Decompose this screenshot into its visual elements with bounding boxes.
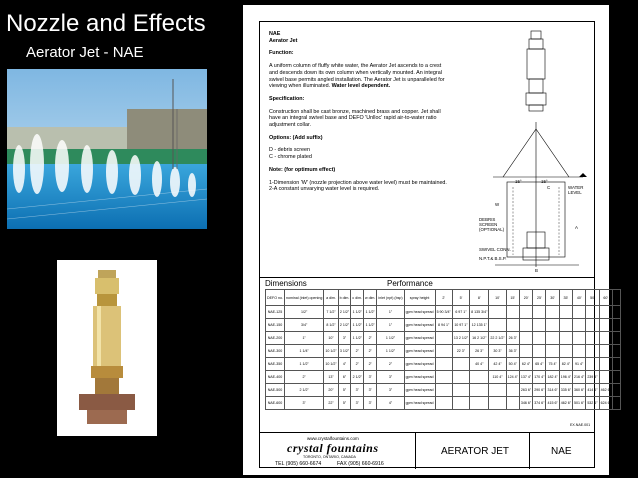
- table-cell: 26 3": [470, 345, 489, 358]
- fax: FAX (905) 660-6916: [337, 461, 384, 467]
- table-cell: 1": [284, 332, 323, 345]
- table-cell: 3": [364, 371, 377, 384]
- table-cell: 532 6": [586, 397, 599, 410]
- table-cell: 1 1/2": [351, 306, 364, 319]
- table-header-cell: b dim.: [338, 290, 351, 306]
- table-cell: [489, 397, 506, 410]
- table-cell: 8 1/2": [324, 319, 338, 332]
- table-cell: 10 97 1": [452, 319, 469, 332]
- table-cell: 6": [338, 371, 351, 384]
- table-cell: [573, 306, 586, 319]
- table-header-cell: 35': [559, 290, 572, 306]
- spec-sheet: [243, 5, 619, 475]
- website: www.crystalfountains.com: [307, 436, 359, 441]
- table-header-cell: inlet (npt) (bsp): [377, 290, 404, 306]
- table-cell: 3": [377, 371, 404, 384]
- table-cell: [612, 332, 620, 345]
- options-heading: Options: (Add suffix): [269, 134, 323, 141]
- table-cell: [435, 345, 452, 358]
- table-cell: 216 4": [573, 371, 586, 384]
- table-cell: 1 1/2": [364, 306, 377, 319]
- table-cell: 5 90 3/4": [435, 306, 452, 319]
- table-cell: 374 6": [533, 397, 546, 410]
- table-cell: 2": [351, 358, 364, 371]
- table-cell: gpm head spread: [404, 384, 435, 397]
- table-cell: [599, 345, 612, 358]
- table-cell: 8 94 1": [435, 319, 452, 332]
- table-cell: 3": [351, 397, 364, 410]
- table-cell: 1": [377, 306, 404, 319]
- table-cell: 462 6": [599, 384, 612, 397]
- table-cell: 1 1/2": [351, 332, 364, 345]
- table-cell: 3": [284, 397, 323, 410]
- table-cell: 22 2 1/2": [489, 332, 506, 345]
- brand-logo: crystal fountains: [287, 441, 379, 455]
- table-header-cell: nominal (inlet) opening: [284, 290, 323, 306]
- table-cell: [435, 397, 452, 410]
- table-cell: [612, 345, 620, 358]
- angle-right-label: 15°: [541, 179, 548, 184]
- table-cell: 10": [324, 332, 338, 345]
- table-header-cell: w dim.: [364, 290, 377, 306]
- telephone: TEL (905) 660-6674: [275, 461, 322, 467]
- npt-label: N.P.T.& B.S.P.: [479, 256, 507, 261]
- section-divider: [259, 277, 595, 278]
- table-cell: 346 6": [519, 397, 532, 410]
- table-cell: [573, 345, 586, 358]
- function-bold: Water level dependent.: [331, 83, 391, 90]
- performance-table: [265, 289, 621, 410]
- table-cell: 7 1/2": [324, 306, 338, 319]
- table-cell: [519, 332, 532, 345]
- table-cell: 62 4": [519, 358, 532, 371]
- table-cell: [452, 358, 469, 371]
- table-cell: gpm head spread: [404, 371, 435, 384]
- table-cell: 36 3": [506, 345, 519, 358]
- table-header-cell: spray height: [404, 290, 435, 306]
- note-1: 1-Dimension 'W' (nozzle projection above water level) must be maintained.: [269, 179, 447, 186]
- table-cell: NAE-400: [266, 371, 285, 384]
- footer-divider: [529, 433, 530, 469]
- table-header-cell: a dim.: [324, 290, 338, 306]
- table-cell: [586, 345, 599, 358]
- table-cell: 10 1/2": [324, 358, 338, 371]
- table-row: [266, 397, 621, 410]
- table-row: [266, 358, 621, 371]
- table-cell: 30 3": [489, 345, 506, 358]
- table-header-cell: 30': [546, 290, 559, 306]
- table-cell: [470, 384, 489, 397]
- table-cell: gpm head spread: [404, 306, 435, 319]
- table-cell: [559, 319, 572, 332]
- slide-title: Nozzle and Effects: [6, 10, 206, 37]
- spec-text-block: [269, 31, 449, 199]
- table-cell: gpm head spread: [404, 345, 435, 358]
- table-cell: [506, 384, 519, 397]
- table-cell: 2 1/2": [338, 306, 351, 319]
- table-cell: gpm head spread: [404, 358, 435, 371]
- table-cell: 2": [364, 345, 377, 358]
- table-cell: [470, 397, 489, 410]
- option-debris: D - debris screen: [269, 147, 311, 154]
- table-cell: 3": [364, 384, 377, 397]
- dimensions-heading: Dimensions: [265, 279, 307, 288]
- product-code: NAE: [269, 31, 281, 37]
- product-name: Aerator Jet: [269, 37, 298, 44]
- table-cell: 1": [377, 319, 404, 332]
- table-cell: 239 4": [586, 371, 599, 384]
- table-cell: [612, 397, 620, 410]
- table-cell: 26 3": [506, 332, 519, 345]
- table-cell: [586, 306, 599, 319]
- function-text: A uniform column of fluffy white water, the Aerator Jet ascends to a crest and descends down its own column when vertically mounted. An integral swivel base permits angled installation. The Aerator Jet is unparalleled for viewing when illuminated.: [269, 63, 445, 90]
- table-cell: [599, 332, 612, 345]
- page-ref: EX.NAE.001: [570, 423, 591, 427]
- table-cell: [573, 319, 586, 332]
- table-cell: [599, 319, 612, 332]
- table-cell: [586, 358, 599, 371]
- table-cell: gpm head spread: [404, 397, 435, 410]
- table-cell: [546, 319, 559, 332]
- table-cell: 3/4": [284, 319, 323, 332]
- table-cell: [559, 345, 572, 358]
- table-cell: [435, 384, 452, 397]
- table-cell: 4": [377, 397, 404, 410]
- specification-heading: Specification:: [269, 95, 305, 102]
- table-row: [266, 371, 621, 384]
- table-cell: 3": [351, 384, 364, 397]
- table-cell: 2": [364, 332, 377, 345]
- function-heading: Function:: [269, 50, 294, 57]
- table-cell: 22": [324, 397, 338, 410]
- table-cell: [599, 371, 612, 384]
- table-cell: [452, 397, 469, 410]
- slide-subtitle: Aerator Jet - NAE: [26, 44, 144, 61]
- table-cell: NAE-500: [266, 384, 285, 397]
- specification-text: Construction shall be cast bronze, machined brass and copper. Jet shall have an integral swivel base and DEFO 'Unlloc' rapid air-to-water ratio adjustment collar.: [269, 108, 441, 129]
- table-cell: [489, 306, 506, 319]
- table-cell: [559, 306, 572, 319]
- table-cell: [435, 371, 452, 384]
- dimension-a-label: A: [575, 225, 578, 230]
- table-cell: 13 2 1/2": [452, 332, 469, 345]
- table-cell: 4": [338, 358, 351, 371]
- table-cell: [533, 345, 546, 358]
- fountain-photo: [7, 69, 207, 229]
- table-cell: [452, 371, 469, 384]
- note-2: 2-A constant unvarying water level is required.: [269, 186, 380, 193]
- table-cell: 196 4": [559, 371, 572, 384]
- table-cell: 182 4": [546, 371, 559, 384]
- table-cell: 2 1/2": [284, 384, 323, 397]
- table-cell: 1 1/2": [364, 319, 377, 332]
- table-header-cell: 8': [470, 290, 489, 306]
- nozzle-photo: [57, 260, 157, 436]
- dimension-w-label: W: [495, 202, 500, 207]
- table-cell: [489, 384, 506, 397]
- water-level-label: WATER LEVEL: [568, 185, 584, 195]
- table-cell: 501 6": [573, 397, 586, 410]
- table-header-cell: 20': [519, 290, 532, 306]
- table-cell: [586, 319, 599, 332]
- footer-product-name: AERATOR JET: [441, 446, 509, 457]
- table-cell: [533, 306, 546, 319]
- table-cell: 335 6": [559, 384, 572, 397]
- table-cell: 5": [338, 397, 351, 410]
- table-cell: [489, 319, 506, 332]
- table-header-cell: 10': [489, 290, 506, 306]
- table-cell: 462 6": [559, 397, 572, 410]
- table-cell: 290 6": [533, 384, 546, 397]
- table-cell: 8 135 3/4": [470, 306, 489, 319]
- address: TORONTO, ONTARIO, CANADA: [303, 455, 356, 459]
- table-cell: 2": [351, 345, 364, 358]
- table-cell: NAE-125: [266, 306, 285, 319]
- table-cell: [573, 332, 586, 345]
- table-header-cell: 2': [435, 290, 452, 306]
- table-cell: 110 4": [489, 371, 506, 384]
- table-header-cell: 15': [506, 290, 519, 306]
- table-cell: [506, 306, 519, 319]
- table-cell: NAE-200: [266, 332, 285, 345]
- table-cell: 2 1/2": [338, 319, 351, 332]
- table-cell: [612, 306, 620, 319]
- table-cell: 1/2": [284, 306, 323, 319]
- table-cell: 13": [324, 371, 338, 384]
- table-cell: 170 4": [533, 371, 546, 384]
- table-cell: 2": [284, 371, 323, 384]
- footer-product-code: NAE: [551, 446, 572, 457]
- table-cell: [586, 332, 599, 345]
- table-header-cell: 70': [612, 290, 620, 306]
- table-header-cell: 40': [573, 290, 586, 306]
- swivel-conn-label: SWIVEL CONN.: [479, 247, 511, 252]
- technical-drawing: [479, 27, 595, 277]
- table-cell: [533, 332, 546, 345]
- table-cell: 624 6": [599, 397, 612, 410]
- table-cell: 6 97 1": [452, 306, 469, 319]
- table-cell: 5": [338, 384, 351, 397]
- table-header-cell: 5': [452, 290, 469, 306]
- table-cell: 12 135 1": [470, 319, 489, 332]
- table-header-cell: DEFO no.: [266, 290, 285, 306]
- table-cell: [599, 358, 612, 371]
- table-cell: 2": [364, 358, 377, 371]
- table-cell: 40 4": [470, 358, 489, 371]
- table-cell: 360 6": [573, 384, 586, 397]
- table-cell: [519, 306, 532, 319]
- angle-left-label: 15°: [515, 179, 522, 184]
- table-cell: 3": [377, 384, 404, 397]
- table-cell: [470, 371, 489, 384]
- table-cell: 16 2 1/2": [470, 332, 489, 345]
- table-cell: 65 4": [533, 358, 546, 371]
- table-cell: NAE-350: [266, 358, 285, 371]
- table-cell: 82 4": [559, 358, 572, 371]
- table-cell: [612, 358, 620, 371]
- table-cell: [506, 397, 519, 410]
- table-header-cell: 60': [599, 290, 612, 306]
- table-cell: [546, 306, 559, 319]
- dimension-c-label: C: [547, 185, 551, 190]
- table-cell: 1 1/2": [377, 345, 404, 358]
- table-row: [266, 345, 621, 358]
- table-cell: [612, 319, 620, 332]
- table-cell: [519, 319, 532, 332]
- table-cell: [452, 384, 469, 397]
- table-row: [266, 319, 621, 332]
- table-cell: 10 1/2": [324, 345, 338, 358]
- table-row: [266, 332, 621, 345]
- table-cell: 42 4": [489, 358, 506, 371]
- table-cell: 91 4": [573, 358, 586, 371]
- table-cell: 1 1/2": [351, 319, 364, 332]
- table-cell: NAE-150: [266, 319, 285, 332]
- table-cell: [546, 332, 559, 345]
- table-cell: 2": [377, 358, 404, 371]
- sheet-footer: [259, 432, 595, 468]
- table-header-cell: 25': [533, 290, 546, 306]
- table-cell: NAE-600: [266, 397, 285, 410]
- table-cell: [612, 371, 620, 384]
- table-cell: [506, 319, 519, 332]
- footer-divider: [415, 433, 416, 469]
- table-cell: 1 1/4": [284, 345, 323, 358]
- debris-screen-label: DEBRIS SCREEN (OPTIONAL): [479, 217, 505, 232]
- table-row: [266, 306, 621, 319]
- table-cell: 263 6": [519, 384, 532, 397]
- table-cell: 137 4": [519, 371, 532, 384]
- table-header-row: [266, 290, 621, 306]
- table-cell: 3": [338, 332, 351, 345]
- table-cell: gpm head spread: [404, 319, 435, 332]
- table-cell: 3 1/2": [338, 345, 351, 358]
- table-cell: 3": [364, 397, 377, 410]
- table-cell: 415 6": [546, 397, 559, 410]
- table-cell: 50 4": [506, 358, 519, 371]
- dimension-b-label: B: [535, 268, 538, 273]
- table-cell: 1 1/2": [377, 332, 404, 345]
- table-cell: [559, 332, 572, 345]
- performance-heading: Performance: [387, 279, 433, 288]
- table-cell: [435, 358, 452, 371]
- table-cell: 22 3": [452, 345, 469, 358]
- table-header-cell: c dim.: [351, 290, 364, 306]
- table-header-cell: 50': [586, 290, 599, 306]
- table-cell: [612, 384, 620, 397]
- table-cell: 1 1/2": [284, 358, 323, 371]
- table-row: [266, 384, 621, 397]
- table-cell: NAE-300: [266, 345, 285, 358]
- table-cell: 314 6": [546, 384, 559, 397]
- table-cell: [435, 332, 452, 345]
- table-cell: 2 1/2": [351, 371, 364, 384]
- table-cell: 75 4": [546, 358, 559, 371]
- table-cell: 414 6": [586, 384, 599, 397]
- table-cell: [519, 345, 532, 358]
- table-cell: gpm head spread: [404, 332, 435, 345]
- table-cell: 20": [324, 384, 338, 397]
- table-cell: [546, 345, 559, 358]
- table-cell: [533, 319, 546, 332]
- option-chrome: C - chrome plated: [269, 154, 312, 161]
- table-cell: [599, 306, 612, 319]
- note-heading: Note: (for optimum effect): [269, 166, 336, 173]
- table-cell: 124 4": [506, 371, 519, 384]
